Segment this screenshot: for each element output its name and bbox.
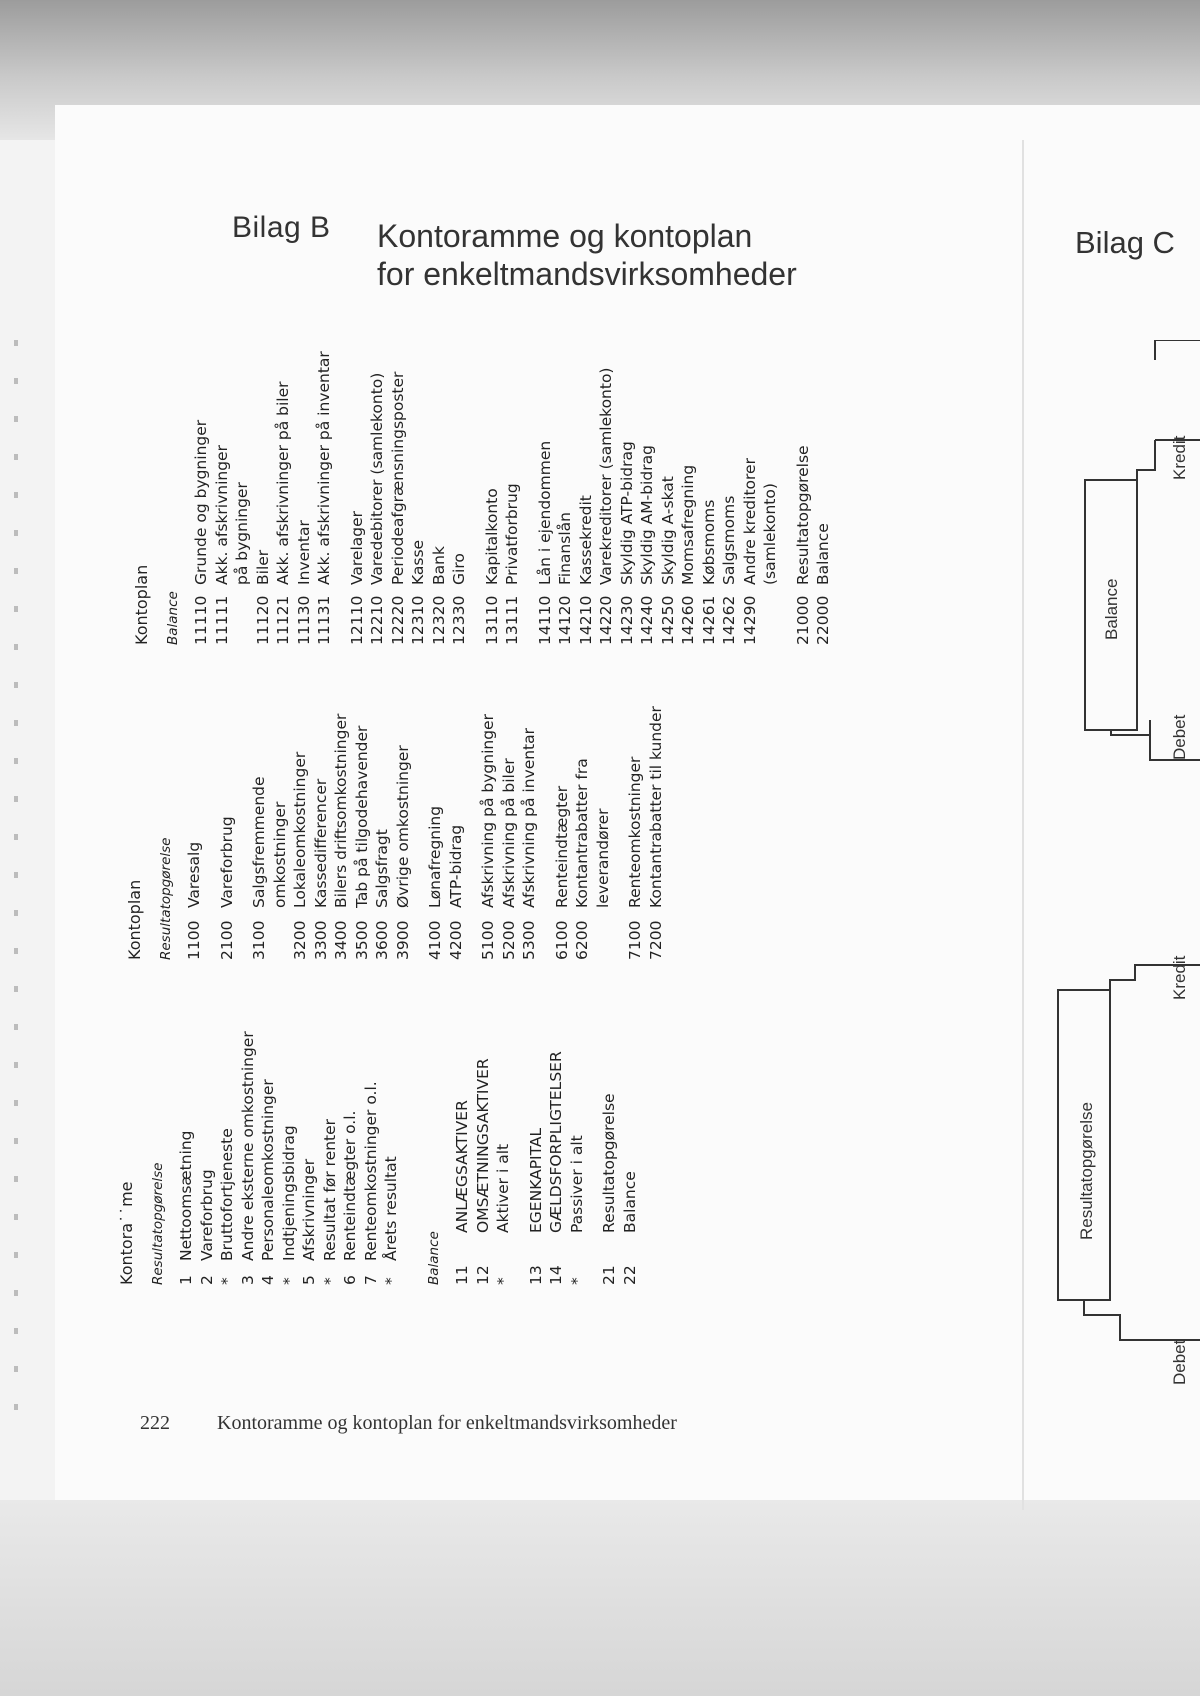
kontoplan-row	[555, 351, 576, 645]
kontoramme-title: Kontora˙˙me	[117, 1181, 136, 1285]
account-label: Vareforbrug	[217, 816, 236, 908]
account-label: Kassekredit	[576, 495, 595, 585]
kontoplan-row	[314, 351, 335, 645]
account-number: 13110	[482, 595, 501, 645]
account-number: 3500	[352, 920, 371, 960]
account-label: Kassedifferencer	[311, 778, 330, 908]
debet-label: Debet	[1170, 1339, 1189, 1385]
account-number: 1100	[185, 920, 203, 960]
kontoramme-balance-heading: Balance	[425, 1231, 442, 1285]
kontoplan-row	[519, 706, 540, 960]
account-number: 14260	[679, 595, 697, 645]
account-number: 14240	[638, 595, 656, 645]
next-appendix-label: Bilag C	[1075, 225, 1175, 260]
account-number: 12110	[347, 595, 366, 645]
kontoplan-row	[502, 351, 523, 645]
kontoramme-row	[197, 1031, 218, 1285]
kontoramme-resultat-heading: Resultatopgørelse	[149, 1162, 166, 1285]
account-number: 3100	[250, 920, 268, 960]
resultat-label: Resultatopgørelse	[1077, 1102, 1096, 1240]
kontoramme-row	[526, 1031, 547, 1285]
kontoplan-balance-list	[191, 351, 834, 645]
title-line-2: for enkeltmandsvirksomheder	[377, 256, 797, 292]
account-label: Afskrivning på biler	[499, 758, 518, 908]
kontoplan-row	[290, 706, 311, 960]
account-label: Balance	[814, 523, 832, 585]
kontoplan-row	[646, 706, 667, 960]
account-label: Lønafregning	[426, 805, 444, 908]
kontoplan-row	[425, 706, 446, 960]
kontoramme-row	[320, 1031, 341, 1285]
running-footer: Kontoramme og kontoplan for enkeltmandsvirksomheder	[217, 1412, 677, 1434]
account-number: 22000	[814, 595, 832, 645]
kontoplan-row	[270, 706, 291, 960]
kontoramme-row	[361, 1031, 382, 1285]
account-label: Lokaleomkostninger	[291, 751, 309, 908]
kontoramme-row	[217, 1031, 238, 1285]
kontoplan-row	[596, 351, 617, 645]
kontoplan-row	[212, 351, 233, 645]
account-number: 11111	[212, 595, 231, 645]
kontoramme-row	[546, 1031, 567, 1285]
account-number: 12310	[409, 595, 427, 645]
page-edge	[1022, 140, 1024, 1510]
kredit-label-2: Kredit	[1170, 435, 1189, 480]
kontoramme-row	[299, 1031, 320, 1285]
kontoramme-balance-list	[452, 1031, 640, 1285]
kontoplan-row	[482, 351, 503, 645]
account-number: 7100	[626, 920, 644, 960]
kontoramme-row	[238, 1031, 259, 1285]
account-label: Lån i ejendommen	[535, 440, 554, 585]
page-footer	[140, 1412, 677, 1435]
account-number: 14290	[740, 595, 759, 645]
kontoplan-row	[499, 706, 520, 960]
account-label: Årets resultat	[382, 1156, 400, 1261]
account-label: Salgsmoms	[720, 495, 738, 585]
account-label: Akk. afskrivninger	[212, 445, 231, 585]
account-number: 6100	[552, 920, 571, 960]
account-label: Renteindtægter o.l.	[341, 1110, 359, 1261]
kontoplan-balance-heading: Balance	[164, 591, 181, 645]
kontoplan-row	[249, 706, 270, 960]
kontoramme-row	[340, 1031, 361, 1285]
account-number: 14261	[699, 595, 718, 645]
appendix-label: Bilag B	[232, 211, 331, 244]
account-label: Biler	[253, 549, 272, 585]
account-label: Varekreditorer (samlekonto)	[597, 367, 615, 585]
kontoplan-row	[658, 351, 679, 645]
account-number	[593, 908, 614, 960]
account-label: Vareforbrug	[197, 1169, 216, 1261]
account-number: 14230	[617, 595, 636, 645]
kontoramme-row	[567, 1031, 588, 1285]
account-label: Skyldig A-skat	[658, 476, 677, 585]
account-number: 3400	[332, 920, 350, 960]
kontoplan-row	[429, 351, 450, 645]
kontoplan-row	[576, 351, 597, 645]
scan-bottom-shadow	[0, 1500, 1200, 1696]
account-number: 2100	[217, 920, 236, 960]
kontoplan-row	[793, 351, 814, 645]
kontoplan-balance-title: Kontoplan	[132, 564, 151, 645]
kontoplan-row	[449, 351, 470, 645]
account-label: Skyldig ATP-bidrag	[617, 441, 636, 585]
account-number	[760, 585, 781, 645]
account-number: 6	[341, 1275, 359, 1285]
account-number: 3900	[393, 920, 412, 960]
kontoramme-row	[620, 1031, 641, 1285]
account-label: Købsmoms	[699, 499, 718, 585]
account-label: GÆLDSFORPLIGTELSER	[547, 1051, 565, 1233]
account-number: 6200	[573, 920, 591, 960]
account-number: 4200	[446, 920, 465, 960]
account-label: omkostninger	[270, 801, 289, 908]
account-label: Skyldig AM-bidrag	[638, 445, 656, 585]
account-number: 3600	[373, 920, 391, 960]
account-number: 12210	[368, 595, 386, 645]
account-number: 5300	[520, 920, 538, 960]
account-number: 3	[238, 1275, 257, 1285]
account-label: Renteomkostninger	[626, 756, 644, 908]
kontoramme-row	[176, 1031, 197, 1285]
kontoplan-row	[408, 351, 429, 645]
account-number: 13	[526, 1265, 545, 1285]
kontoplan-row	[478, 706, 499, 960]
kontoplan-row	[625, 706, 646, 960]
kontoplan-row	[273, 351, 294, 645]
account-label: Bilers driftsomkostninger	[332, 713, 350, 908]
account-label: Aktiver i alt	[494, 1143, 512, 1233]
account-number: 21	[600, 1265, 618, 1285]
account-label: Balance	[620, 1171, 639, 1233]
kontoplan-row	[535, 351, 556, 645]
account-number: 5	[300, 1275, 318, 1285]
account-number: 1	[177, 1275, 195, 1285]
account-label: Resultat før renter	[320, 1118, 339, 1261]
account-number: 11110	[192, 595, 210, 645]
debet-label-2: Debet	[1170, 714, 1189, 760]
account-number	[270, 908, 291, 960]
kontoplan-row	[352, 706, 373, 960]
kontoramme-row	[452, 1031, 473, 1285]
account-label: Periodeafgrænsningsposter	[388, 371, 407, 585]
account-number: 13111	[503, 595, 521, 645]
kontoplan-row	[813, 351, 834, 645]
kontoplan-row	[294, 351, 315, 645]
account-label: Andre eksterne omkostninger	[238, 1031, 257, 1261]
kontoplan-row	[217, 706, 238, 960]
account-number: 11130	[294, 595, 313, 645]
kontoplan-row	[699, 351, 720, 645]
account-label: Inventar	[294, 520, 313, 585]
account-label: Salgsfragt	[373, 829, 391, 908]
account-label: OMSÆTNINGSAKTIVER	[473, 1058, 492, 1233]
kontoramme-row	[493, 1031, 514, 1285]
account-label: Giro	[450, 553, 468, 585]
kontoramme-row	[258, 1031, 279, 1285]
account-number: 11131	[315, 595, 333, 645]
kontoplan-row	[446, 706, 467, 960]
account-number	[232, 585, 253, 645]
account-number: 11	[453, 1265, 471, 1285]
kontoplan-row	[184, 706, 205, 960]
kontoplan-row	[388, 351, 409, 645]
kontoplan-row	[253, 351, 274, 645]
scan-binding-marks	[14, 340, 18, 1440]
account-number: *	[567, 1277, 586, 1285]
account-number: 14110	[535, 595, 554, 645]
account-label: Bank	[429, 546, 448, 585]
account-label: Andre kreditorer	[740, 458, 759, 585]
account-number: 14250	[658, 595, 677, 645]
kontoplan-row	[740, 351, 761, 645]
kontoplan-resultat-heading: Resultatopgørelse	[157, 837, 174, 960]
kontoplan-row	[617, 351, 638, 645]
account-label: (samlekonto)	[761, 483, 779, 585]
kontoplan-row	[760, 351, 781, 645]
account-number: 7200	[646, 920, 665, 960]
account-label: Afskrivning på bygninger	[479, 714, 497, 908]
account-label: Varedebitorer (samlekonto)	[368, 372, 386, 585]
account-number: 14220	[597, 595, 615, 645]
kredit-label: Kredit	[1170, 955, 1189, 1000]
kontoplan-resultat-title: Kontoplan	[125, 879, 144, 960]
account-label: Varesalg	[185, 841, 203, 908]
kontoplan-row	[719, 351, 740, 645]
account-number: *	[382, 1277, 400, 1285]
account-number: 11121	[274, 595, 292, 645]
kontoramme-row	[599, 1031, 620, 1285]
account-label: Personaleomkostninger	[259, 1079, 277, 1261]
kontoplan-row	[637, 351, 658, 645]
account-number: 14	[547, 1265, 565, 1285]
account-label: Passiver i alt	[567, 1135, 586, 1233]
account-label: Grunde og bygninger	[192, 419, 210, 585]
account-number: *	[320, 1277, 339, 1285]
account-number: 3200	[291, 920, 309, 960]
account-label: Kontantrabatter fra	[573, 758, 591, 908]
account-label: Momsafregning	[679, 464, 697, 585]
account-number: 4	[259, 1275, 277, 1285]
account-label: Kasse	[409, 539, 427, 585]
kontoplan-row	[331, 706, 352, 960]
account-label: på bygninger	[233, 482, 251, 585]
kontoramme-row	[473, 1031, 494, 1285]
account-number: 4100	[426, 920, 444, 960]
account-label: Renteomkostninger o.l.	[361, 1081, 380, 1261]
account-label: EGENKAPITAL	[526, 1127, 545, 1233]
account-number: 12320	[429, 595, 448, 645]
account-label: Renteindtægter	[552, 785, 571, 908]
kontoplan-row	[678, 351, 699, 645]
account-label: Øvrige omkostninger	[393, 745, 412, 908]
kontoramme-resultat-list	[176, 1031, 402, 1285]
kontoplan-row	[372, 706, 393, 960]
account-label: Bruttofortjeneste	[218, 1128, 236, 1261]
account-number: 11120	[253, 595, 272, 645]
account-label: Nettoomsætning	[177, 1130, 195, 1261]
balance-label: Balance	[1102, 578, 1121, 640]
account-label: Akk. afskrivninger på biler	[274, 381, 292, 585]
account-number: 14120	[556, 595, 574, 645]
account-label: Afskrivninger	[300, 1158, 318, 1261]
account-label: Afskrivning på inventar	[520, 727, 538, 908]
account-number: 14262	[720, 595, 738, 645]
account-label: Finanslån	[556, 512, 574, 585]
kontoplan-row	[593, 706, 614, 960]
account-label: Tab på tilgodehavender	[352, 725, 371, 908]
kontoplan-row	[311, 706, 332, 960]
account-label: Privatforbrug	[503, 483, 521, 585]
kontoplan-row	[572, 706, 593, 960]
account-label: Varelager	[347, 510, 366, 585]
account-label: Indtjeningsbidrag	[279, 1125, 298, 1261]
kontoramme-row	[381, 1031, 402, 1285]
kontoplan-row	[393, 706, 414, 960]
account-label: leverandører	[593, 808, 612, 908]
account-label: Salgsfremmende	[250, 776, 268, 908]
kontoplan-row	[552, 706, 573, 960]
account-label: ANLÆGSAKTIVER	[453, 1100, 471, 1233]
account-label: Akk. afskrivninger på inventar	[315, 351, 333, 585]
account-number: 22	[620, 1265, 639, 1285]
kontoplan-row	[367, 351, 388, 645]
account-label: Kapitalkonto	[482, 488, 501, 585]
account-number: 7	[361, 1275, 380, 1285]
account-label: Resultatopgørelse	[793, 445, 812, 585]
account-number: 3300	[311, 920, 330, 960]
account-number: *	[279, 1277, 298, 1285]
appendix-title	[377, 217, 797, 293]
account-number: *	[218, 1277, 236, 1285]
account-number: *	[494, 1277, 512, 1285]
account-diagram	[1040, 340, 1200, 1400]
kontoplan-row	[347, 351, 368, 645]
account-label: Kontantrabatter til kunder	[646, 706, 665, 908]
title-line-1: Kontoramme og kontoplan	[377, 218, 753, 254]
account-number: 2	[197, 1275, 216, 1285]
kontoplan-row	[232, 351, 253, 645]
account-label: ATP-bidrag	[446, 824, 465, 908]
account-number: 21000	[793, 595, 812, 645]
page-number: 222	[140, 1412, 170, 1434]
kontoplan-row	[191, 351, 212, 645]
kontoplan-resultat-list	[184, 706, 666, 960]
account-number: 12330	[450, 595, 468, 645]
account-number: 14210	[576, 595, 595, 645]
account-label: Resultatopgørelse	[600, 1093, 618, 1233]
kontoramme-row	[279, 1031, 300, 1285]
account-number: 5100	[479, 920, 497, 960]
account-number: 5200	[499, 920, 518, 960]
account-number: 12220	[388, 595, 407, 645]
account-number: 12	[473, 1265, 492, 1285]
